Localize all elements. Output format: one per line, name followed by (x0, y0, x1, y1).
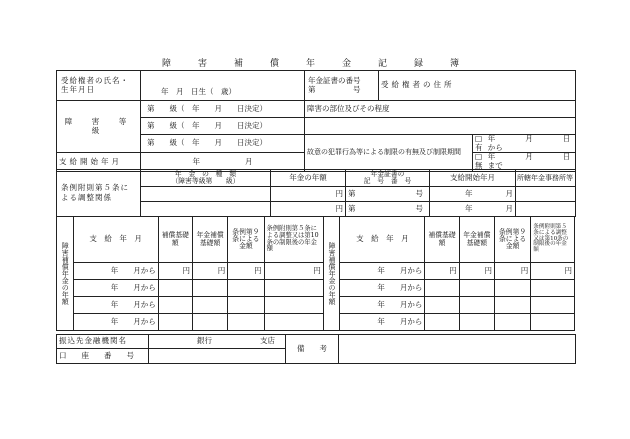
adjust-start-header: 支給開始年月 (430, 170, 516, 187)
period-cell: 年 月から (73, 297, 158, 314)
side-label-right: 障害補償年金の年額 (328, 242, 337, 305)
birth-label: 年 月 日生（ 歳） (161, 87, 236, 97)
period-cell: 年 月から (340, 297, 425, 314)
pension-cell (192, 297, 227, 314)
crime-yes-row (473, 135, 576, 153)
cert-number-label: 年金証書の番号 (308, 75, 361, 85)
basic-cell (158, 297, 192, 314)
year-1: 年 (465, 188, 473, 198)
col-basic-right: 補償基礎額 (425, 217, 459, 263)
cert-field-1 (346, 187, 430, 202)
adj-cell (531, 314, 575, 331)
crime-to-label: 年 月 日まで (487, 152, 571, 170)
crime-label: 故意の犯罪行為等による制限の有無及び制限期間 (305, 135, 473, 172)
account-field (149, 349, 286, 364)
col-art-right: 条例第９条による金額 (494, 217, 530, 263)
month-2: 月 (505, 203, 513, 213)
month-1: 月 (505, 188, 513, 198)
period-cell: 年 月から (73, 280, 158, 297)
adjust-label: 条例附則第５条による調整関係 (57, 170, 141, 217)
period-cell: 年 月から (340, 263, 425, 280)
grade-row-2: 第 級（ 年 月 日決定） (141, 118, 305, 135)
registrant-table (56, 70, 576, 172)
col-basic-left: 補償基礎額 (158, 217, 192, 263)
name-label: 受給権者の氏名・生年月日 (57, 71, 141, 101)
ledger-row (57, 263, 575, 280)
cert-field-2 (346, 202, 430, 217)
art-cell (494, 314, 530, 331)
amount-field-2: 円 (271, 202, 346, 217)
cert-number-format: 第 号 (308, 84, 361, 94)
crime-no-checkbox[interactable]: □無 (475, 152, 483, 170)
basic-cell (425, 280, 459, 297)
dai-1: 第 (348, 188, 356, 198)
art-cell (228, 297, 264, 314)
go-1: 号 (415, 188, 423, 198)
pension-cell (192, 280, 227, 297)
adj-cell (264, 314, 323, 331)
cert-header-1: 年金証書の (370, 169, 405, 178)
pension-cell: 円 (192, 263, 227, 280)
col-period-right: 支 給 年 月 (340, 217, 425, 263)
pension-cell (459, 280, 494, 297)
bank-label: 振込先金融機関名 (57, 335, 149, 349)
injury-label: 障害の部位及びその程度 (305, 101, 576, 118)
ledger-row (57, 297, 575, 314)
amount-field-1: 円 (271, 187, 346, 202)
adjustment-table (56, 169, 576, 217)
office-header: 所轄年金事務所等 (516, 170, 576, 187)
bank-field (149, 335, 286, 349)
go-2: 号 (415, 203, 423, 213)
crime-yes-checkbox[interactable]: □有 (475, 134, 483, 152)
basic-cell (158, 280, 192, 297)
art-cell (494, 280, 530, 297)
col-adj-left: 条例附則第５条による調整又は第10条の制限後の年金額 (264, 217, 323, 263)
address-label: 受給権者の住所 (381, 80, 455, 89)
period-cell: 年 月から (340, 314, 425, 331)
bank-suffix: 銀行 (197, 336, 212, 346)
art-cell: 円 (228, 263, 264, 280)
amount-header: 年金の年額 (271, 170, 346, 187)
kind-header (141, 170, 271, 187)
kind-field-2 (141, 202, 271, 217)
branch-suffix: 支店 (260, 336, 275, 346)
address-cell (379, 71, 576, 101)
office-field-1 (516, 187, 576, 202)
adj-cell (264, 280, 323, 297)
ledger-side-label-right (323, 217, 340, 331)
kind-header-2: （障害等級第 級） (171, 177, 240, 185)
ledger-table (56, 216, 575, 331)
footer-remarks-label: 備 考 (286, 335, 339, 364)
col-pension-right: 年金補償基礎額 (459, 217, 494, 263)
start-value: 年 月 (141, 153, 305, 171)
side-label-left: 障害補償年金の年額 (61, 242, 70, 305)
cert-header-2: 記 号 番 号 (363, 177, 412, 185)
grade-row-3: 第 級（ 年 月 日決定） (141, 135, 305, 153)
period-cell: 年 月から (73, 263, 158, 280)
basic-cell: 円 (425, 263, 459, 280)
grade-row-1: 第 級（ 年 月 日決定） (141, 101, 305, 118)
adj-cell (264, 297, 323, 314)
period-cell: 年 月から (73, 314, 158, 331)
col-pension-left: 年金補償基礎額 (192, 217, 227, 263)
basic-cell (425, 297, 459, 314)
ledger-side-label-left (57, 217, 74, 331)
pension-cell (192, 314, 227, 331)
art-cell (494, 297, 530, 314)
art-cell (228, 314, 264, 331)
crime-from-label: 年 月 日から (487, 134, 571, 152)
art-cell: 円 (494, 263, 530, 280)
start-field-1 (430, 187, 516, 202)
pension-cell (459, 314, 494, 331)
pension-cell: 円 (459, 263, 494, 280)
col-period-left: 支 給 年 月 (73, 217, 158, 263)
col-adj-right: 条例附則第５条による調整又は第10条の制限後の年金額 (531, 217, 575, 263)
period-cell: 年 月から (340, 280, 425, 297)
pension-cell (459, 297, 494, 314)
basic-cell (425, 314, 459, 331)
basic-cell (158, 314, 192, 331)
col-art-left: 条例第９条による金額 (228, 217, 264, 263)
kind-field-1 (141, 187, 271, 202)
footer-table (56, 334, 576, 364)
adj-cell: 円 (264, 263, 323, 280)
cert-header (346, 170, 430, 187)
cert-number-cell (305, 71, 379, 101)
year-2: 年 (465, 203, 473, 213)
footer-remarks-field (339, 335, 576, 364)
adj-cell (531, 280, 575, 297)
kind-header-1: 年 金 の 種 類 (174, 169, 237, 178)
injury-field (305, 118, 576, 135)
ledger-row (57, 314, 575, 331)
basic-cell: 円 (158, 263, 192, 280)
ledger-row (57, 280, 575, 297)
adj-cell (531, 297, 575, 314)
grade-label: 障 害 等 級 (57, 101, 141, 153)
dai-2: 第 (348, 203, 356, 213)
art-cell (228, 280, 264, 297)
account-label: 口 座 番 号 (57, 349, 149, 364)
start-label: 支給開始年月 (57, 153, 141, 171)
birth-field (141, 71, 305, 101)
start-field-2 (430, 202, 516, 217)
form-title: 障 害 補 償 年 金 記 録 簿 (161, 59, 468, 69)
adj-cell: 円 (531, 263, 575, 280)
office-field-2 (516, 202, 576, 217)
